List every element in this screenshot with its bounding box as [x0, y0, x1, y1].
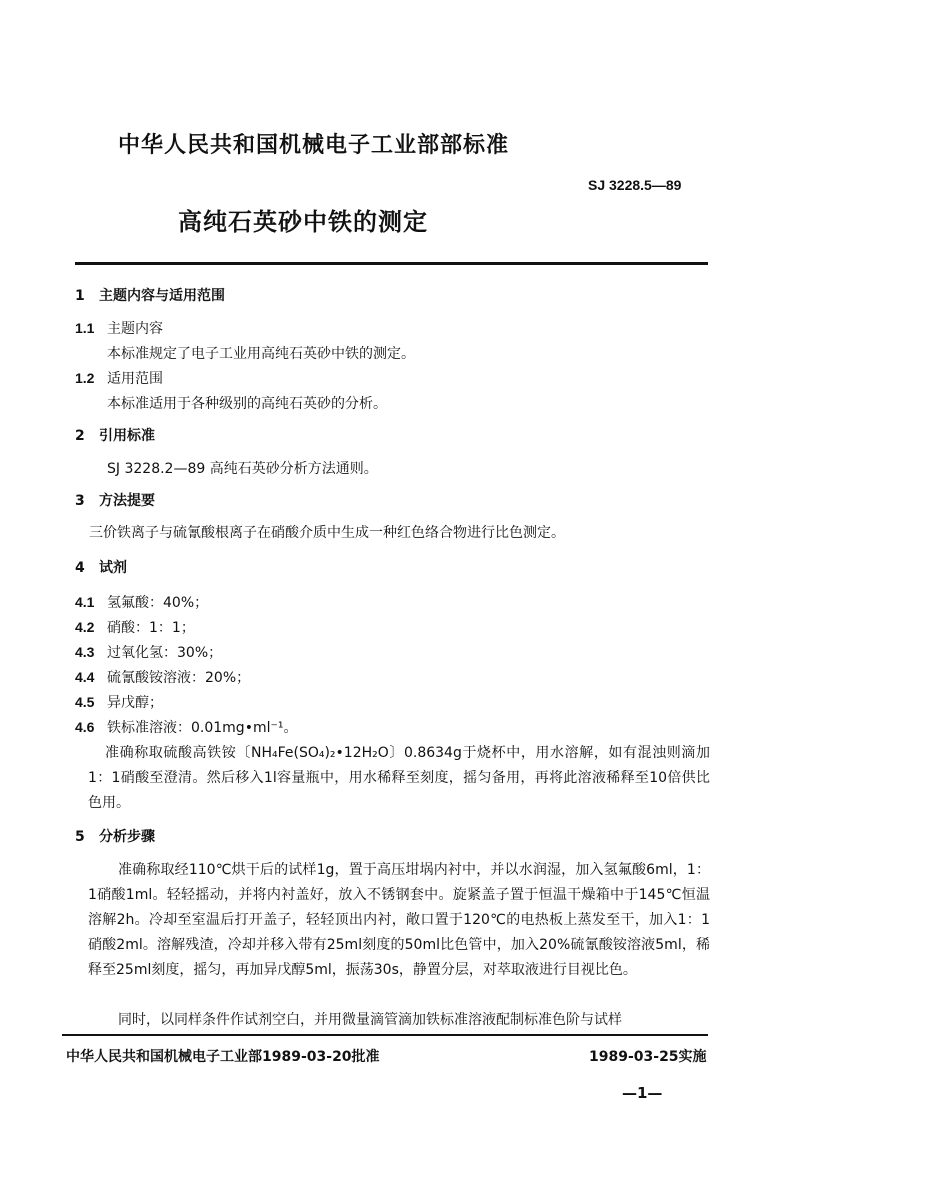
section-title: 分析步骤 — [99, 829, 155, 845]
subsection-number: 1.2 — [75, 370, 95, 386]
section-1-1-heading — [75, 318, 163, 338]
reagent-text: 氢氟酸：40%； — [107, 595, 209, 611]
title-rule — [75, 262, 708, 265]
reagent-item — [75, 642, 222, 662]
section-1-2-heading — [75, 368, 163, 388]
section-title: 方法提要 — [99, 493, 155, 509]
section-2-heading — [75, 425, 155, 445]
reagent-item — [75, 592, 208, 612]
subsection-title: 适用范围 — [107, 371, 163, 387]
reagent-number: 4.4 — [75, 669, 95, 685]
section-3-heading — [75, 490, 155, 510]
section-number: 5 — [75, 829, 85, 845]
section-number: 1 — [75, 288, 85, 304]
standard-number: SJ 3228.5—89 — [588, 177, 682, 193]
approval-note: 中华人民共和国机械电子工业部1989-03-20批准 — [66, 1049, 380, 1065]
section-title: 试剂 — [99, 560, 127, 576]
reagent-number: 4.6 — [75, 719, 95, 735]
subsection-number: 1.1 — [75, 320, 95, 336]
footer-rule — [62, 1034, 708, 1036]
reagent-number: 4.3 — [75, 644, 95, 660]
org-header: 中华人民共和国机械电子工业部部标准 — [118, 133, 510, 158]
reagent-number: 4.2 — [75, 619, 95, 635]
section-4-heading — [75, 557, 127, 577]
reagent-item — [75, 717, 297, 737]
reagent-item — [75, 692, 163, 712]
reagent-text: 铁标准溶液：0.01mg•ml⁻¹。 — [107, 720, 298, 736]
reagent-text: 异戊醇； — [107, 695, 163, 711]
section-1-2-text: 本标准适用于各种级别的高纯石英砂的分析。 — [107, 396, 387, 412]
reagent-item — [75, 617, 195, 637]
reagent-number: 4.1 — [75, 594, 95, 610]
reagent-text: 过氧化氢：30%； — [107, 645, 223, 661]
section-1-heading — [75, 285, 225, 305]
procedure-paragraph-continued: 同时，以同样条件作试剂空白，并用微量滴管滴加铁标准溶液配制标准色阶与试样 — [118, 1012, 622, 1028]
reagent-text: 硫氰酸铵溶液：20%； — [107, 670, 251, 686]
section-title: 主题内容与适用范围 — [99, 288, 225, 304]
section-2-text: SJ 3228.2—89 高纯石英砂分析方法通则。 — [107, 461, 378, 477]
page-number: —1— — [622, 1084, 663, 1102]
section-5-heading — [75, 826, 155, 846]
implementation-date: 1989-03-25实施 — [589, 1049, 707, 1065]
reagent-preparation-paragraph: 准确称取硫酸高铁铵〔NH₄Fe(SO₄)₂•12H₂O〕0.8634g于烧杯中，用水溶解，如有混浊则滴加1：1硝酸至澄清。然后移入1l容量瓶中，用水稀释至刻度，摇匀备用，再将此溶液稀释至10倍供比色用。 — [88, 745, 710, 811]
section-3-text: 三价铁离子与硫氰酸根离子在硝酸介质中生成一种红色络合物进行比色测定。 — [89, 525, 565, 541]
section-number: 4 — [75, 560, 85, 576]
section-number: 2 — [75, 428, 85, 444]
reagent-number: 4.5 — [75, 694, 95, 710]
section-1-1-text: 本标准规定了电子工业用高纯石英砂中铁的测定。 — [107, 346, 415, 362]
procedure-paragraph: 准确称取经110℃烘干后的试样1g，置于高压坩埚内衬中，并以水润湿，加入氢氟酸6ml，1：1硝酸1ml。轻轻摇动，并将内衬盖好，放入不锈钢套中。旋紧盖子置于恒温干燥箱中于145℃恒温溶解2h。冷却至室温后打开盖子，轻轻顶出内衬，敞口置于120℃的电热板上蒸发至干，加入1：1硝酸2ml。溶解残渣，冷却并移入带有25ml刻度的50ml比色管中，加入20%硫氰酸铵溶液5ml，稀释至25ml刻度，摇匀，再加异戊醇5ml，振荡30s，静置分层，对萃取液进行目视比色。 — [88, 862, 710, 978]
reagent-item — [75, 667, 250, 687]
section-number: 3 — [75, 493, 85, 509]
section-title: 引用标准 — [99, 428, 155, 444]
reagent-text: 硝酸：1：1； — [107, 620, 195, 636]
subsection-title: 主题内容 — [107, 321, 163, 337]
document-title: 高纯石英砂中铁的测定 — [178, 208, 428, 236]
